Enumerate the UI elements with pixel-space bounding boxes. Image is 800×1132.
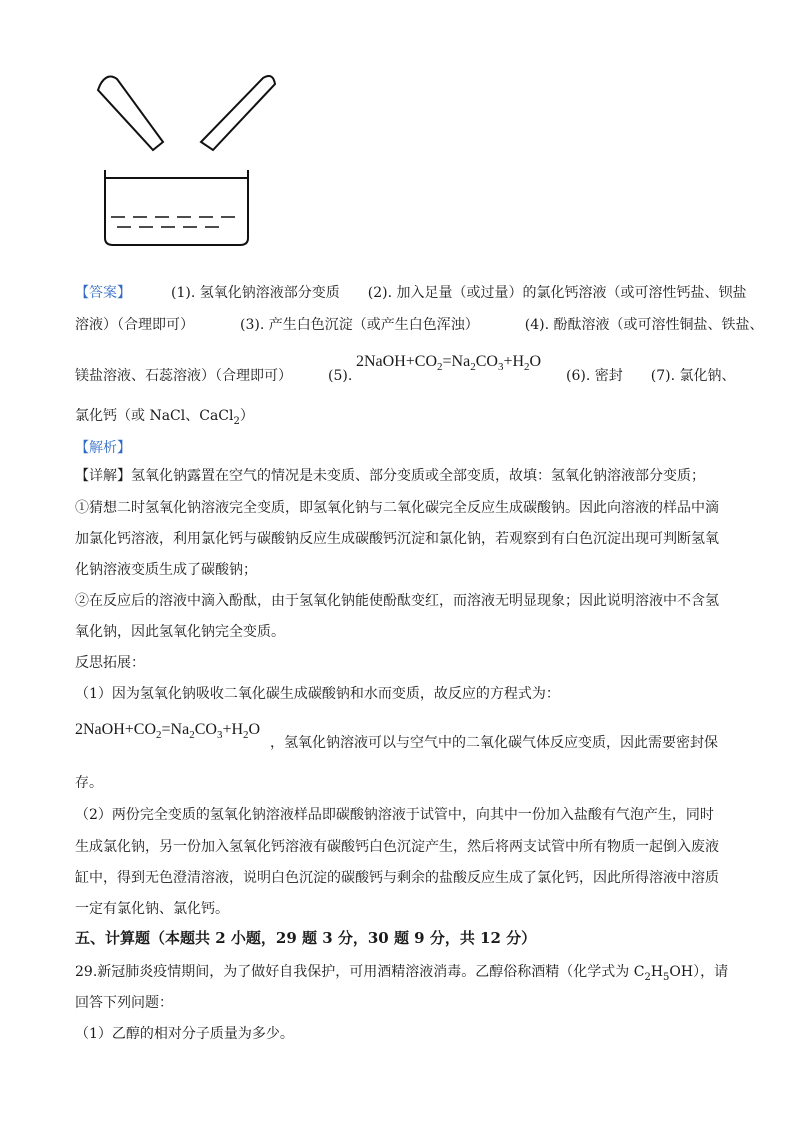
answer-line-2 <box>75 315 763 335</box>
detail-line-2: ①猜想二时氢氧化钠溶液完全变质，即氢氧化钠与二氧化碳完全反应生成碳酸钠。因此向溶液的样品中滴 <box>75 500 719 516</box>
q29-line-3: （1）乙醇的相对分子质量为多少。 <box>75 1026 294 1042</box>
section-heading: 五、计算题（本题共 2 小题，29 题 3 分，30 题 9 分，共 12 分） <box>75 929 537 947</box>
apparatus-figure <box>95 70 285 255</box>
answer-line-3b <box>566 366 735 386</box>
answer-line-3 <box>75 366 352 386</box>
detail-line-14: 一定有氯化钠、氯化钙。 <box>75 901 229 917</box>
q29-text-c: OH），请 <box>669 964 729 980</box>
answer-4: (4). 酚酞溶液（或可溶性铜盐、铁盐、 <box>524 317 764 333</box>
answer-2: (2). 加入足量（或过量）的氯化钙溶液（或可溶性钙盐、钡盐 <box>367 285 747 301</box>
answer-6: (6). 密封 <box>566 368 623 384</box>
q29-line-1: 29.新冠肺炎疫情期间，为了做好自我保护，可用酒精溶液消毒。乙醇俗称酒精（化学式为 $C_2H_5OH$），请 <box>75 964 729 983</box>
answer-5: (5). <box>328 368 353 384</box>
q29-text-a: 29.新冠肺炎疫情期间，为了做好自我保护，可用酒精溶液消毒。乙醇俗称酒精（化学式为 C <box>75 964 645 980</box>
detail-line-12: 生成氯化钠，另一份加入氢氧化钙溶液有碳酸钙白色沉淀产生，然后将两支试管中所有物质一起倒入废液 <box>75 839 719 855</box>
test-tubes-pouring-into-waste-tank-icon <box>98 76 275 245</box>
answer-1: (1). 氢氧化钠溶液部分变质 <box>171 285 340 301</box>
answer-2-cont: 溶液）（合理即可） <box>75 317 194 333</box>
detail-line-3: 加氯化钙溶液，利用氯化钙与碳酸钠反应生成碳酸钙沉淀和氯化钠，若观察到有白色沉淀出现可判断氢氧 <box>75 531 719 547</box>
q29-line-2: 回答下列问题： <box>75 995 173 1011</box>
answer-tag: 【答案】 <box>75 285 131 301</box>
answer-line-1 <box>75 283 746 303</box>
q29-text-b: H <box>650 964 664 980</box>
detail-line-4: 化钠溶液变质生成了碳酸钠； <box>75 562 257 578</box>
detail-line-5: ②在反应后的溶液中滴入酚酞，由于氢氧化钠能使酚酞变红，而溶液无明显现象；因此说明溶液中不含氢 <box>75 593 719 609</box>
detail-equation: $2NaOH+CO_2=Na_2CO_3+H_2O$ <box>75 721 261 742</box>
detail-line-1: 【详解】氢氧化钠露置在空气的情况是未变质、部分变质或全部变质，故填：氢氧化钠溶液部分变质； <box>75 468 705 484</box>
detail-line-13: 缸中，得到无色澄清溶液，说明白色沉淀的碳酸钙与剩余的盐酸反应生成了氯化钙，因此所得溶液中溶质 <box>75 870 719 886</box>
answer-3: (3). 产生白色沉淀（或产生白色浑浊） <box>240 317 479 333</box>
detail-line-9: ，氢氧化钠溶液可以与空气中的二氧化碳气体反应变质，因此需要密封保 <box>270 735 718 751</box>
detail-line-8: （1）因为氢氧化钠吸收二氧化碳生成碳酸钠和水而变质，故反应的方程式为： <box>75 686 560 702</box>
answer-equation: $2NaOH+CO_2=Na_2CO_3+H_2O$ <box>356 353 542 374</box>
detail-line-11: （2）两份完全变质的氢氧化钠溶液样品即碳酸钠溶液于试管中，向其中一份加入盐酸有气泡产生，同时 <box>75 807 714 823</box>
detail-line-10: 存。 <box>75 775 103 791</box>
answer-7: (7). 氯化钠、 <box>650 368 736 384</box>
detail-line-6: 氧化钠，因此氢氧化钠完全变质。 <box>75 624 285 640</box>
answer-line-4: 氯化钙（或 NaCl、CaCl$_2$） <box>75 408 254 427</box>
detail-line-7: 反思拓展： <box>75 655 145 671</box>
answer-7-cont: 氯化钙（或 NaCl、CaCl <box>75 408 234 424</box>
analysis-tag: 【解析】 <box>75 440 131 456</box>
answer-4-cont: 镁盐溶液、石蕊溶液）（合理即可） <box>75 368 292 384</box>
